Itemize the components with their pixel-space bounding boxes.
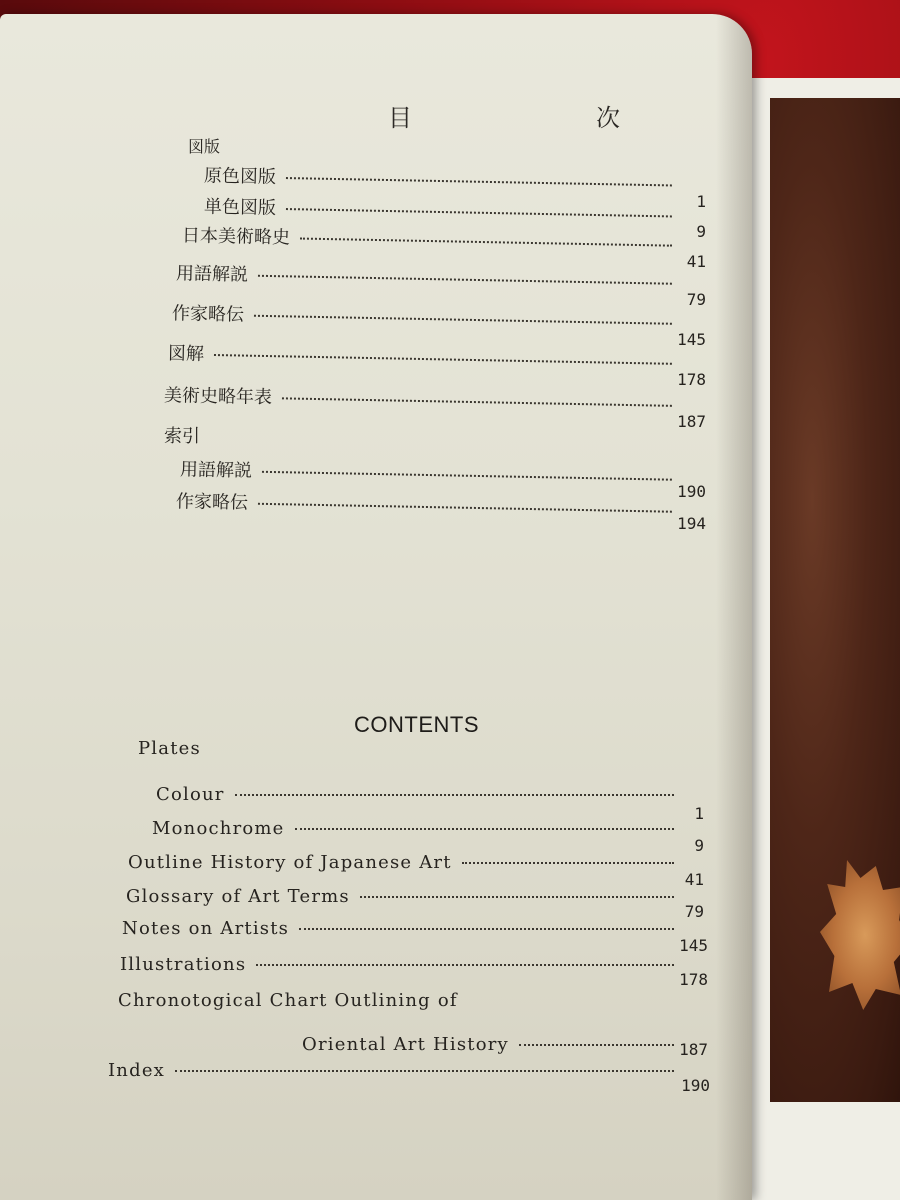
dot-leader	[235, 788, 674, 796]
toc-entry[interactable]	[108, 1060, 678, 1084]
toc-entry-label: Illustrations	[120, 954, 247, 975]
toc-page-number: 41	[686, 252, 706, 271]
toc-entry[interactable]	[176, 487, 676, 521]
dot-leader	[256, 958, 674, 966]
toc-page-number: 187	[679, 1040, 708, 1059]
dot-leader	[254, 309, 672, 325]
dot-leader	[286, 171, 672, 186]
contents-page	[0, 14, 752, 1200]
toc-entry-label: 用語解説	[179, 459, 253, 482]
toc-page-number: 9	[696, 222, 706, 241]
toc-entry-label: Notes on Artists	[122, 918, 290, 939]
toc-entry[interactable]	[176, 259, 676, 293]
toc-entry[interactable]	[152, 818, 678, 842]
dot-leader	[300, 232, 672, 247]
toc-entry-label: Index	[108, 1060, 166, 1081]
toc-entry-label: Monochrome	[152, 818, 285, 839]
jp-section-index	[164, 422, 200, 446]
toc-entry[interactable]	[302, 1034, 678, 1058]
en-section-plates: Plates	[138, 738, 201, 759]
toc-entry[interactable]	[180, 455, 676, 489]
toc-entry[interactable]	[128, 852, 678, 876]
jp-section-index-label: 索引	[164, 426, 200, 447]
toc-entry-label: Oriental Art History	[302, 1034, 509, 1055]
toc-entry-label: Colour	[156, 784, 225, 805]
toc-entry-label: 用語解説	[175, 263, 249, 286]
dot-leader	[262, 465, 672, 481]
dot-leader	[175, 1064, 674, 1072]
toc-page-number: 41	[684, 870, 704, 889]
dot-leader	[295, 822, 674, 830]
toc-entry[interactable]	[156, 784, 678, 808]
toc-page-number: 9	[694, 836, 704, 855]
toc-entry-label: 原色図版	[203, 165, 277, 188]
dot-leader	[258, 269, 672, 285]
toc-entry-label: 単色図版	[203, 196, 277, 219]
toc-entry-label: 美術史略年表	[163, 385, 273, 409]
toc-page-number: 79	[684, 902, 704, 921]
toc-entry-label: 作家略伝	[175, 491, 249, 514]
dot-leader	[214, 348, 672, 365]
jp-section-plates-label: 図版	[188, 137, 221, 156]
jp-section-plates	[188, 134, 220, 158]
dot-leader	[299, 922, 674, 930]
toc-entry[interactable]	[126, 886, 678, 910]
toc-entry[interactable]	[164, 381, 676, 415]
dot-leader	[258, 497, 672, 513]
en-contents-title: CONTENTS	[354, 712, 479, 737]
toc-entry[interactable]	[122, 918, 678, 942]
toc-page-number: 1	[694, 804, 704, 823]
toc-page-number: 1	[696, 192, 706, 211]
jp-contents-title: 目 次	[388, 104, 700, 132]
toc-entry-label: 日本美術略史	[181, 225, 291, 249]
toc-entry[interactable]	[120, 954, 678, 978]
toc-entry-label: 作家略伝	[171, 303, 245, 326]
dot-leader	[462, 856, 674, 864]
toc-entry[interactable]	[204, 161, 676, 194]
toc-entry[interactable]	[182, 221, 676, 254]
toc-page-number: 194	[677, 514, 706, 533]
dot-leader	[519, 1038, 674, 1046]
dot-leader	[282, 391, 672, 406]
toc-entry-label: 図解	[167, 343, 205, 365]
toc-page-number: 79	[686, 290, 706, 309]
toc-page-number: 145	[679, 936, 708, 955]
toc-page-number: 190	[677, 482, 706, 501]
toc-entry-label: Outline History of Japanese Art	[128, 852, 452, 873]
toc-page-number: 145	[677, 330, 706, 349]
toc-entry-label: Chronotogical Chart Outlining of	[118, 990, 458, 1011]
toc-entry[interactable]	[168, 339, 676, 373]
toc-page-number: 187	[677, 412, 706, 431]
toc-page-number: 178	[677, 370, 706, 389]
toc-entry[interactable]	[172, 299, 676, 333]
toc-page-number: 178	[679, 970, 708, 989]
toc-entry[interactable]	[204, 192, 676, 225]
dot-leader	[286, 202, 672, 217]
dot-leader	[360, 890, 674, 898]
toc-page-number: 190	[681, 1076, 710, 1095]
toc-entry-label: Glossary of Art Terms	[126, 886, 350, 907]
